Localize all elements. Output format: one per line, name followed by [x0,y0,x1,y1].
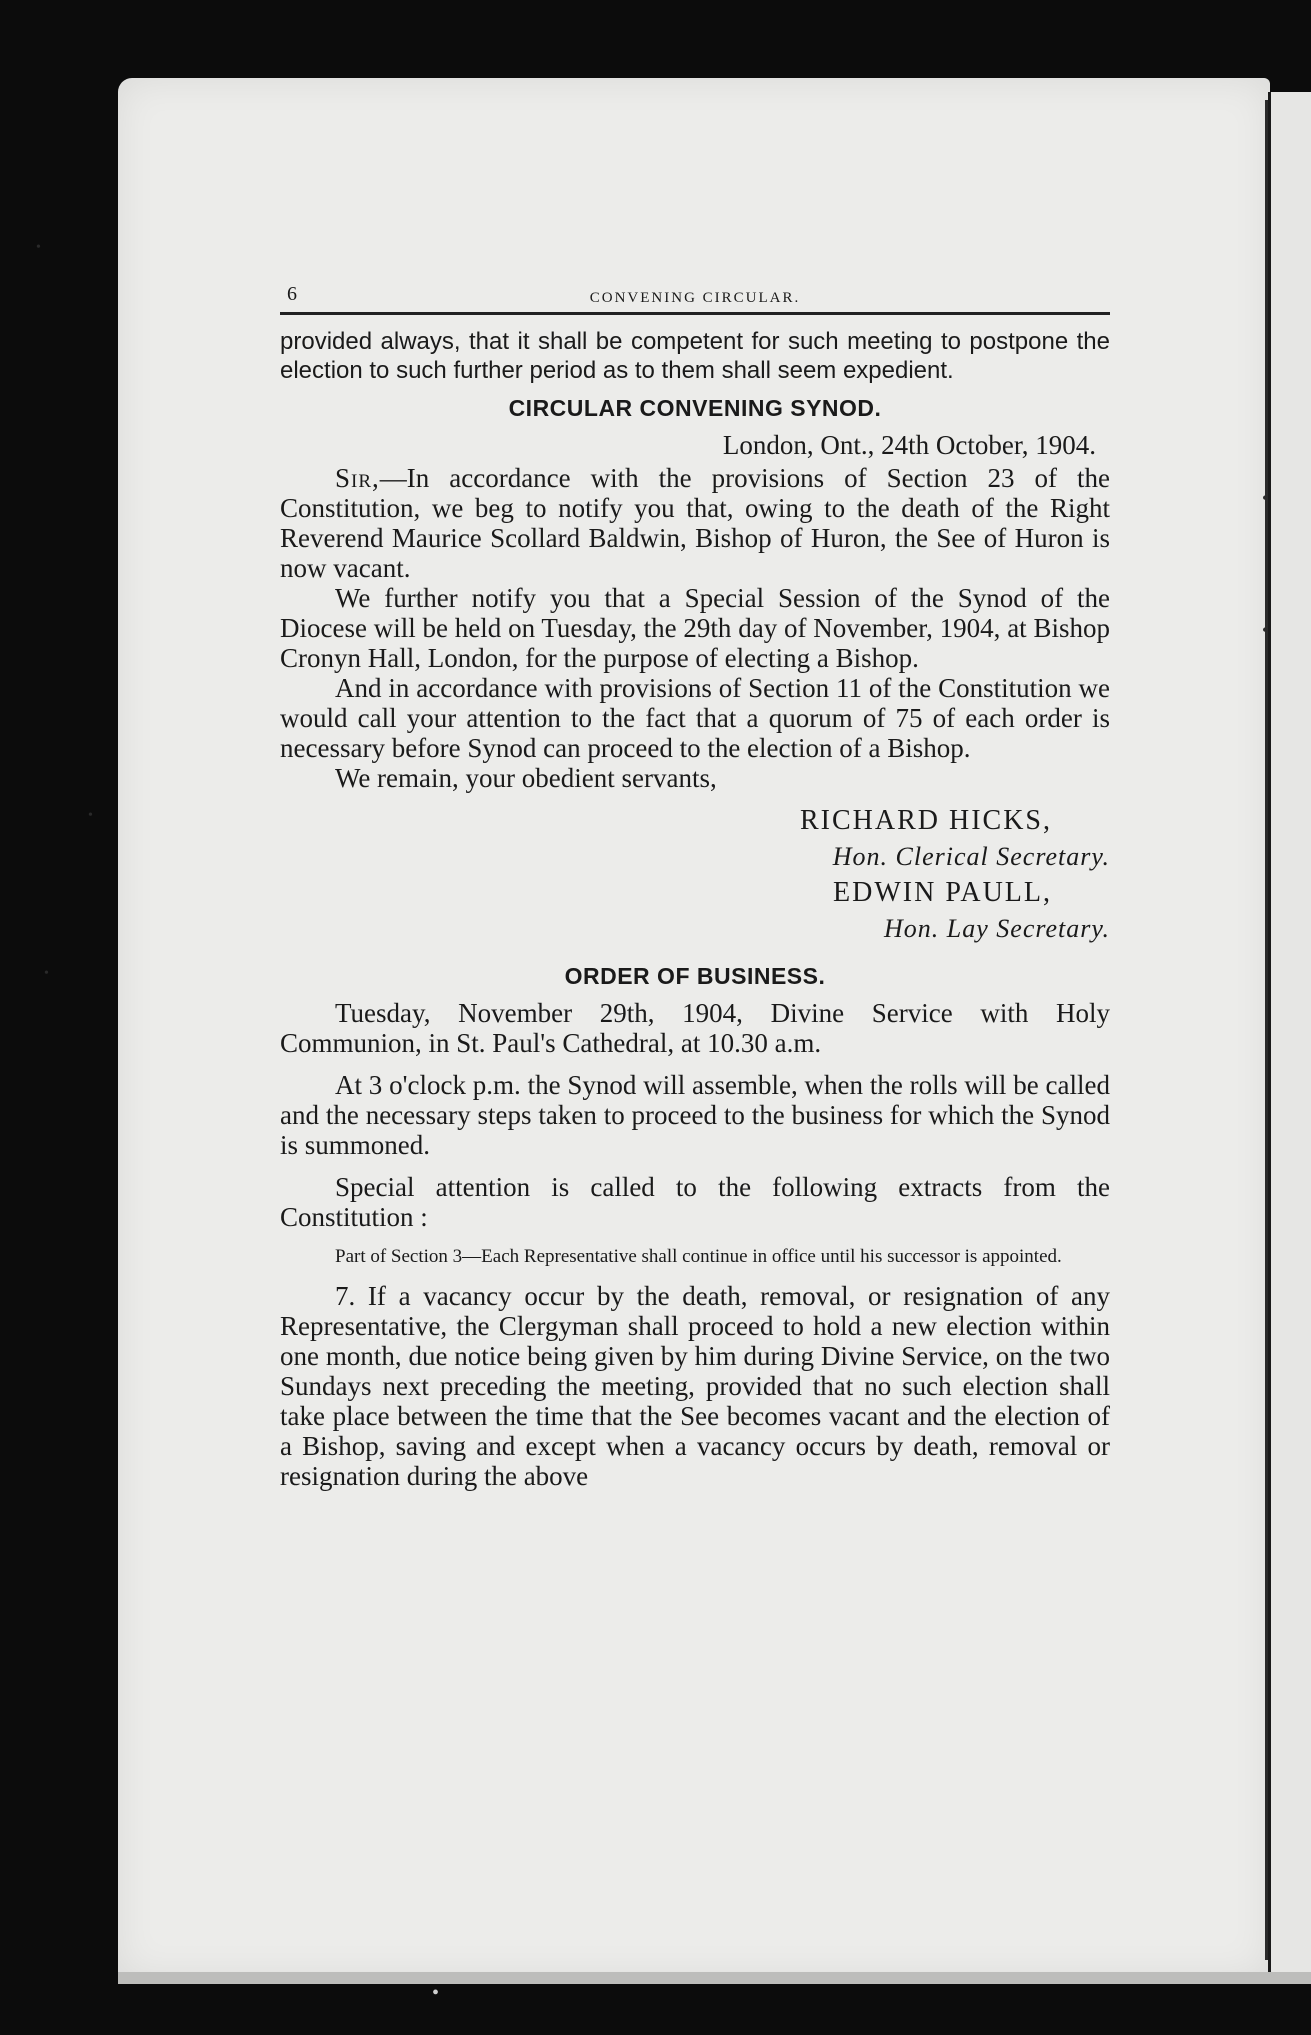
signatory-1-name: RICHARD HICKS, [799,805,1052,836]
header-rule [280,312,1110,315]
business-para-2: At 3 o'clock p.m. the Synod will assemble, when the rolls will be called and the necessary steps taken to proceed to the business for which the Synod is summoned. [280,1070,1110,1160]
salutation: Sir, [335,463,380,493]
scan-speck: • [1262,620,1269,640]
circular-heading: CIRCULAR CONVENING SYNOD. [508,395,882,421]
page-number: 6 [287,283,297,305]
adjacent-page-strip [1268,92,1311,1982]
scan-speck: • [36,240,41,255]
circular-para-2: We further notify you that a Special Session of the Synod of the Diocese will be held on Tuesday, the 29th day of November, 1904, at Bishop Cronyn Hall, London, for the purpose of electing a Bishop. [280,583,1110,673]
page-content [280,270,1110,1491]
scan-speck: • [88,808,93,823]
constitution-extract: Part of Section 3—Each Representative shall continue in office until his successor is appointed. [335,1246,1062,1267]
circular-para-3: And in accordance with provisions of Section 11 of the Constitution we would call your attention to the fact that a quorum of 75 of each order is necessary before Synod can proceed to the election of a Bishop. [280,673,1110,763]
signatory-2-name: EDWIN PAULL, [833,877,1052,908]
running-head: CONVENING CIRCULAR. [589,290,801,306]
circular-para-1-text: —In accordance with the provisions of Section 23 of the Constitution, we beg to notify you that, owing to the death of the Right Reverend Maurice Scollard Baldwin, Bishop of Huron, the See of Huron is now vacant. [280,463,1110,583]
business-heading: ORDER OF BUSINESS. [564,963,826,989]
scan-speck: • [44,966,49,981]
scan-speck: • [1262,488,1269,508]
signature-block [280,803,1110,947]
circular-closing: We remain, your obedient servants, [335,763,717,793]
circular-dateline: London, Ont., 24th October, 1904. [722,430,1096,460]
signatory-2-title: Hon. Lay Secretary. [884,914,1110,943]
business-para-4: 7. If a vacancy occur by the death, removal, or resignation of any Representative, the Clergyman shall proceed to hold a new election within one month, due notice being given by him during Divine Service, on the two Sundays next preceding the meeting, provided that no such election shall take place between the time that the See becomes vacant and the election of a Bishop, saving and except when a vacancy occurs by death, removal or resignation during the above [280,1281,1110,1491]
scan-speck: • [432,1982,440,2004]
bottom-page-edge [118,1972,1311,1984]
page-header [280,270,1110,310]
signatory-1-title: Hon. Clerical Secretary. [832,842,1110,871]
business-para-1: Tuesday, November 29th, 1904, Divine Service with Holy Communion, in St. Paul's Cathedral, at 10.30 a.m. [280,998,1110,1058]
circular-para-1 [280,463,1110,583]
business-para-3: Special attention is called to the following extracts from the Constitution : [280,1172,1110,1232]
intro-continuation: provided always, that it shall be competent for such meeting to postpone the election to such further period as to them shall seem expedient. [280,328,1110,384]
